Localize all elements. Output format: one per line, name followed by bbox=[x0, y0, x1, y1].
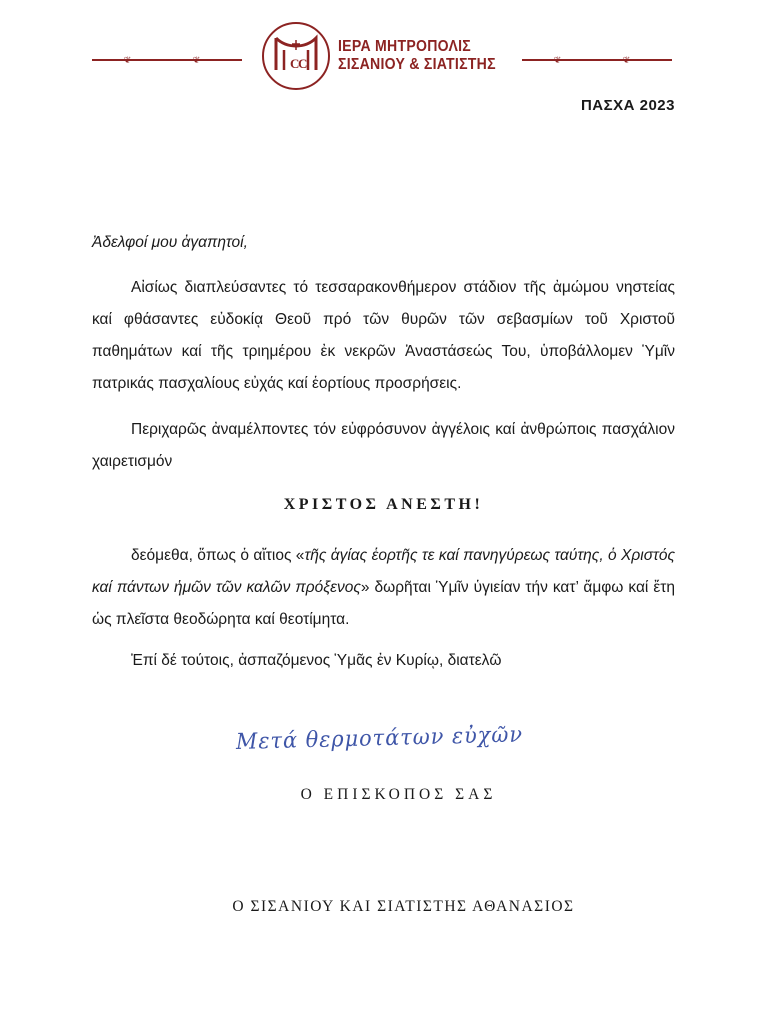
header-ornament-left: ∽ ❦ ∽ ∽ ∽ ∽ ❦ ∽ bbox=[110, 55, 217, 65]
paragraph-4-text: Ἐπί δέ τούτοις, ἀσπαζόμενος Ὑμᾶς ἐν Κυρίῳ, διατελῶ bbox=[131, 652, 502, 669]
paragraph-2-text: Περιχαρῶς ἀναμέλποντες τόν εὐφρόσυνον ἀγγέλοις καί ἀνθρώποις πασχάλιον χαιρετισμόν bbox=[92, 421, 675, 470]
paragraph-1-text: Αἰσίως διαπλεύσαντες τό τεσσαρακονθήμερον στάδιον τῆς ἀμώμου νηστείας καί φθάσαντες εὐδοκίᾳ Θεοῦ πρό τῶν θυρῶν τῶν σεβασμίων τοῦ Χριστοῦ παθημάτων καί τῆς τριημέρου ἐκ νεκρῶν Ἀναστάσεώς Του, ὑποβάλλομεν Ὑμῖν πατρικάς πασχαλίους εὐχάς καί ἑορτίους προσρήσεις. bbox=[92, 279, 675, 392]
organization-name-line1: ΙΕΡΑ ΜΗΤΡΟΠΟΛΙΣ bbox=[338, 38, 472, 55]
organization-name-line2: ΣΙΣΑΝΙΟΥ & ΣΙΑΤΙΣΤΗΣ bbox=[338, 56, 496, 73]
organization-name bbox=[338, 38, 496, 74]
paragraph-2 bbox=[92, 414, 675, 478]
paragraph-4 bbox=[92, 645, 675, 677]
paragraph-3-start: δεόμεθα, ὅπως ὁ αἴτιος « bbox=[131, 547, 305, 564]
salutation: Ἀδελφοί μου ἀγαπητοί, bbox=[92, 234, 248, 251]
header-ornament-right: ∽ ❦ ∽ ∽ ∽ ∽ ❦ ∽ bbox=[540, 55, 647, 65]
letter-date: ΠΑΣΧΑ 2023 bbox=[580, 97, 675, 114]
signer-name: Ο ΣΙΣΑΝΙΟΥ ΚΑΙ ΣΙΑΤΙΣΤΗΣ ΑΘΑΝΑΣΙΟΣ bbox=[232, 898, 575, 915]
paragraph-3-quote: τῆς ἁγίας ἑορτῆς τε καί πανηγύρεως ταύτης, ὁ Χριστός καί πάντων ἡμῶν τῶν καλῶν πρόξενος bbox=[92, 547, 675, 596]
paragraph-3-end: » δωρῆται Ὑμῖν ὑγιείαν τήν κατ’ ἄμφω καί ἔτη ὡς πλεῖστα θεοδώρητα καί θεοτίμητα. bbox=[92, 579, 675, 628]
handwritten-note: Μετά θερμοτάτων εὐχῶν bbox=[235, 722, 524, 755]
paragraph-3 bbox=[92, 540, 675, 636]
letterhead bbox=[0, 0, 767, 100]
svg-text:C: C bbox=[298, 56, 308, 71]
metropolis-seal-icon bbox=[262, 22, 330, 90]
easter-greeting-headline: ΧΡΙΣΤΟΣ ΑΝΕΣΤΗ! bbox=[283, 496, 484, 513]
paragraph-1 bbox=[92, 272, 675, 400]
svg-text:C: C bbox=[290, 56, 300, 71]
signature-title: Ο ΕΠΙΣΚΟΠΟΣ ΣΑΣ bbox=[300, 786, 497, 803]
